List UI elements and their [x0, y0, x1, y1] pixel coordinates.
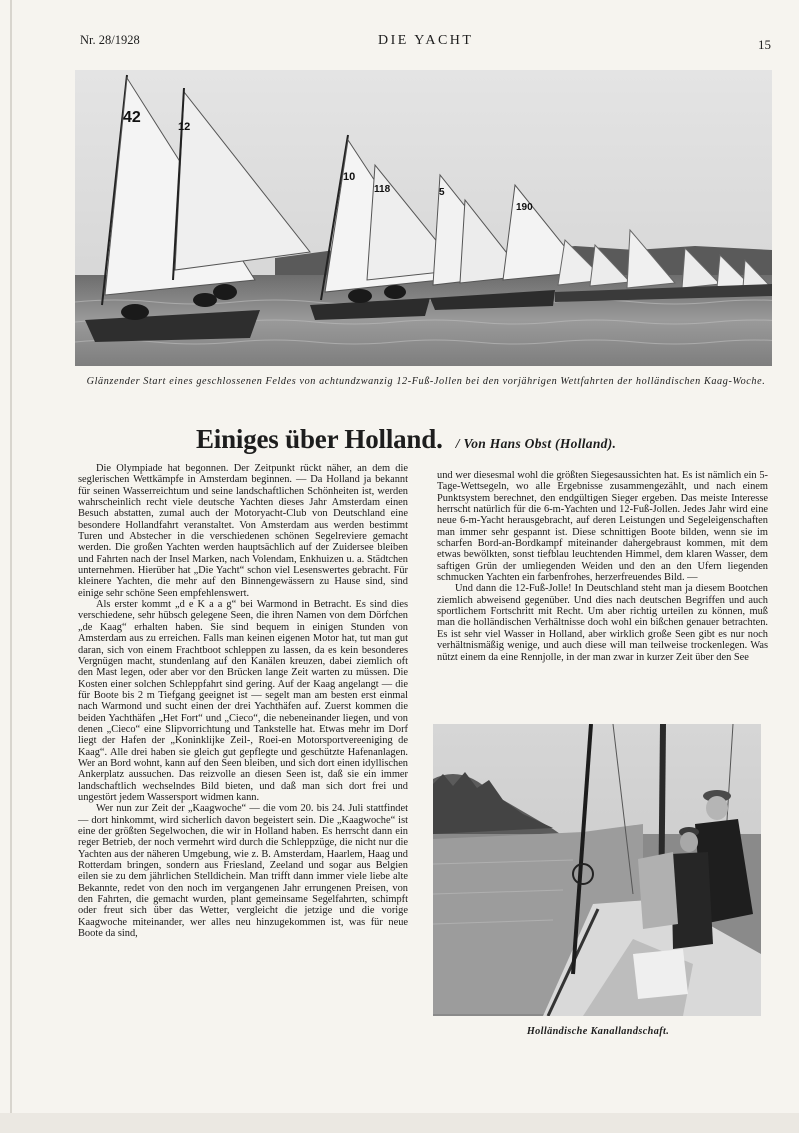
magazine-title: DIE YACHT — [378, 33, 474, 48]
paragraph: Als erster kommt „d e K a a g“ bei Warmond in Betracht. Es sind dies verschiedene, sehr hübsch gelegene Seen, die ihren Namen von dem Dörfchen „de Kaag“ erhalten haben. Sie sind bequem in einigen Stunden von Amsterdam aus zu erreichen. Falls man keinen eigenen Motor hat, tut man gut daran, sich von einem Frachtboot schleppen zu lassen, da es kein besonderes Vergnügen macht, stundenlang auf den Kanälen kreuzen, dabei ziemlich oft den Mast legen, oder aber vor den Brücken lange Zeit warten zu müssen. Die Kosten einer solchen Schleppfahrt sind gering. Auf der Kaag angelangt — die für Boote bis 2 m Tiefgang geeignet ist — segelt man am besten erst einmal nach Warmond und sucht einen der drei Yachthäfen auf. Zuerst kommen die beiden Yachthäfen „Het Fort“ und „Cieco“, die nebeneinander liegen, und von denen „Cieco“ eine Slipvorrichtung und Tankstelle hat. Etwas mehr im Dorf liegt der Hafen der „Koninklijke Zeil-, Roei-en Motorsportvereeniging de Kaag“. Alle drei haben sie gleich gut gepflegte und geschützte Hafenanlagen. Wer an Bord wohnt, kann auf den Seen bleiben, und sich dort einen idyllischen Ankerplatz aussuchen. Das reizvolle an diesen Seen ist, daß sie ein immer landschaftlich wechselndes Bild bieten, und daß man sich dort frei und ungestört jedem Wassersport widmen kann. — [78, 599, 408, 803]
regatta-photo-caption: Glänzender Start eines geschlossenen Feldes von achtundzwanzig 12-Fuß-Jollen bei den vorjährigen Wettfahrten der holländischen Kaag-Woche. — [86, 376, 766, 387]
regatta-photo — [75, 70, 772, 366]
sail-number: 10 — [343, 171, 356, 183]
paragraph: Die Olympiade hat begonnen. Der Zeitpunkt rückt näher, an dem die seglerischen Wettkämpfe in Amsterdam beginnen. — Da Holland ja bekannt für seinen Wasserreichtum und seine landschaftlichen Schönheiten ist, werden wahrscheinlich recht viele deutsche Yachten dieses Jahr Amsterdam einen Besuch abstatten, zumal auch der Motoryacht-Club von Deutschland eine besondere Hollandfahrt veranstaltet. Von Amsterdam aus werden bestimmt Turen und Abstecher in die verschiedenen schönen Segelreviere gemacht werden. Die großen Yachten werden hauptsächlich auf der Zuidersee bleiben und Fahrten nach der Insel Marken, nach Volendam, Enkhuizen u. a. Städtchen unternehmen. Hierüber hat „Die Yacht“ schon viel Lesenswertes gebracht. Für kleinere Yachten, die mehr auf den Binnengewässern zu Hause sind, sind einige sehr schöne Seen empfehlenswert. — [78, 463, 408, 599]
sail-number: 118 — [374, 184, 391, 195]
paragraph: Und dann die 12-Fuß-Jolle! In Deutschland steht man ja diesem Bootchen ziemlich abweisend gegenüber. Und dies nach deutschen Begriffen und auch sportlichem Fortschritt mit Recht. Um aber richtig urteilen zu können, muß man die holländischen Verhältnisse doch wohl ein bißchen genauer betrachten. Es ist sehr viel Wasser in Holland, aber wirklich große Seen gibt es nur noch verhältnismäßig wenige, und auch diese will man teilweise trockenlegen. Was nützt einem da eine Rennjolle, in der man zwar in kurzer Zeit über den See — [437, 583, 768, 663]
page-bottom-margin — [0, 1113, 799, 1133]
sail-number: 5 — [439, 187, 445, 198]
article-byline: / Von Hans Obst (Holland). — [455, 436, 617, 451]
article-column-right — [437, 470, 768, 663]
page-header — [0, 31, 799, 51]
sail-number: 42 — [123, 109, 141, 126]
article-column-left — [78, 463, 408, 939]
canal-photo-caption: Holländische Kanallandschaft. — [526, 1026, 670, 1037]
article-title: Einiges über Holland. — [196, 424, 443, 454]
sail-number: 12 — [178, 121, 191, 133]
article-heading — [196, 424, 796, 464]
canal-photo — [433, 724, 761, 1016]
sail-number: 190 — [516, 202, 533, 213]
paragraph: und wer diesesmal wohl die größten Siegesaussichten hat. Es ist nämlich ein 5-Tage-Wettsegeln, wo alle Ergebnisse zusammengezählt, und nach einem Punktsystem berechnet, den endgültigen Sieger ergeben. Das meiste Interesse herrscht natürlich für die 6-m-Yachten und 12-Fuß-Jollen. Jedes Jahr wird eine neue 6-m-Yacht herausgebracht, auf deren Leistungen und Segeleigenschaften man immer sehr gespannt ist. Diese schnittigen Boote bilden, wenn sie im scharfen Bord-an-Bordkampf miteinander dahergebraust kommen, mit dem etwas bewölkten, sonst tiefblau leuchtenden Himmel, dem klaren Wasser, dem saftigen Grün der umliegenden Weiden und den an den Ufern liegenden schmucken Yachten ein farbenfrohes, herzerfreuendes Bild. — — [437, 470, 768, 584]
page-edge-shadow — [10, 0, 12, 1133]
page-number: 15 — [758, 37, 771, 52]
issue-number: Nr. 28/1928 — [80, 33, 140, 47]
paragraph: Wer nun zur Zeit der „Kaagwoche“ — die vom 20. bis 24. Juli stattfindet — dort hinkommt, wird sicherlich davon begeistert sein. Die „Kaagwoche“ ist eine der größten Segelwochen, die wir in Holland haben. Es herrscht dann ein reger Betrieb, der noch vermehrt wird durch die Schleppzüge, die nicht nur die Yachten aus der näheren Umgebung, wie z. B. Amsterdam, Haarlem, Haag und Rotterdam bringen, sondern aus Friesland, Zeeland und sogar aus Belgien eilen sie zu dem jährlichen Stelldichein. Man trifft dann immer viele liebe alte Bekannte, redet von den noch im vergangenen Jahr errungenen Preisen, von den Fahrten, die gemacht wurden, plant gemeinsame Segelfahrten, schimpft oder freut sich über das Wetter, vergleicht die jetzige und die vorige Kaagwoche miteinander, wer alles neu hinzugekommen ist, was für neue Boote da sind, — [78, 803, 408, 940]
